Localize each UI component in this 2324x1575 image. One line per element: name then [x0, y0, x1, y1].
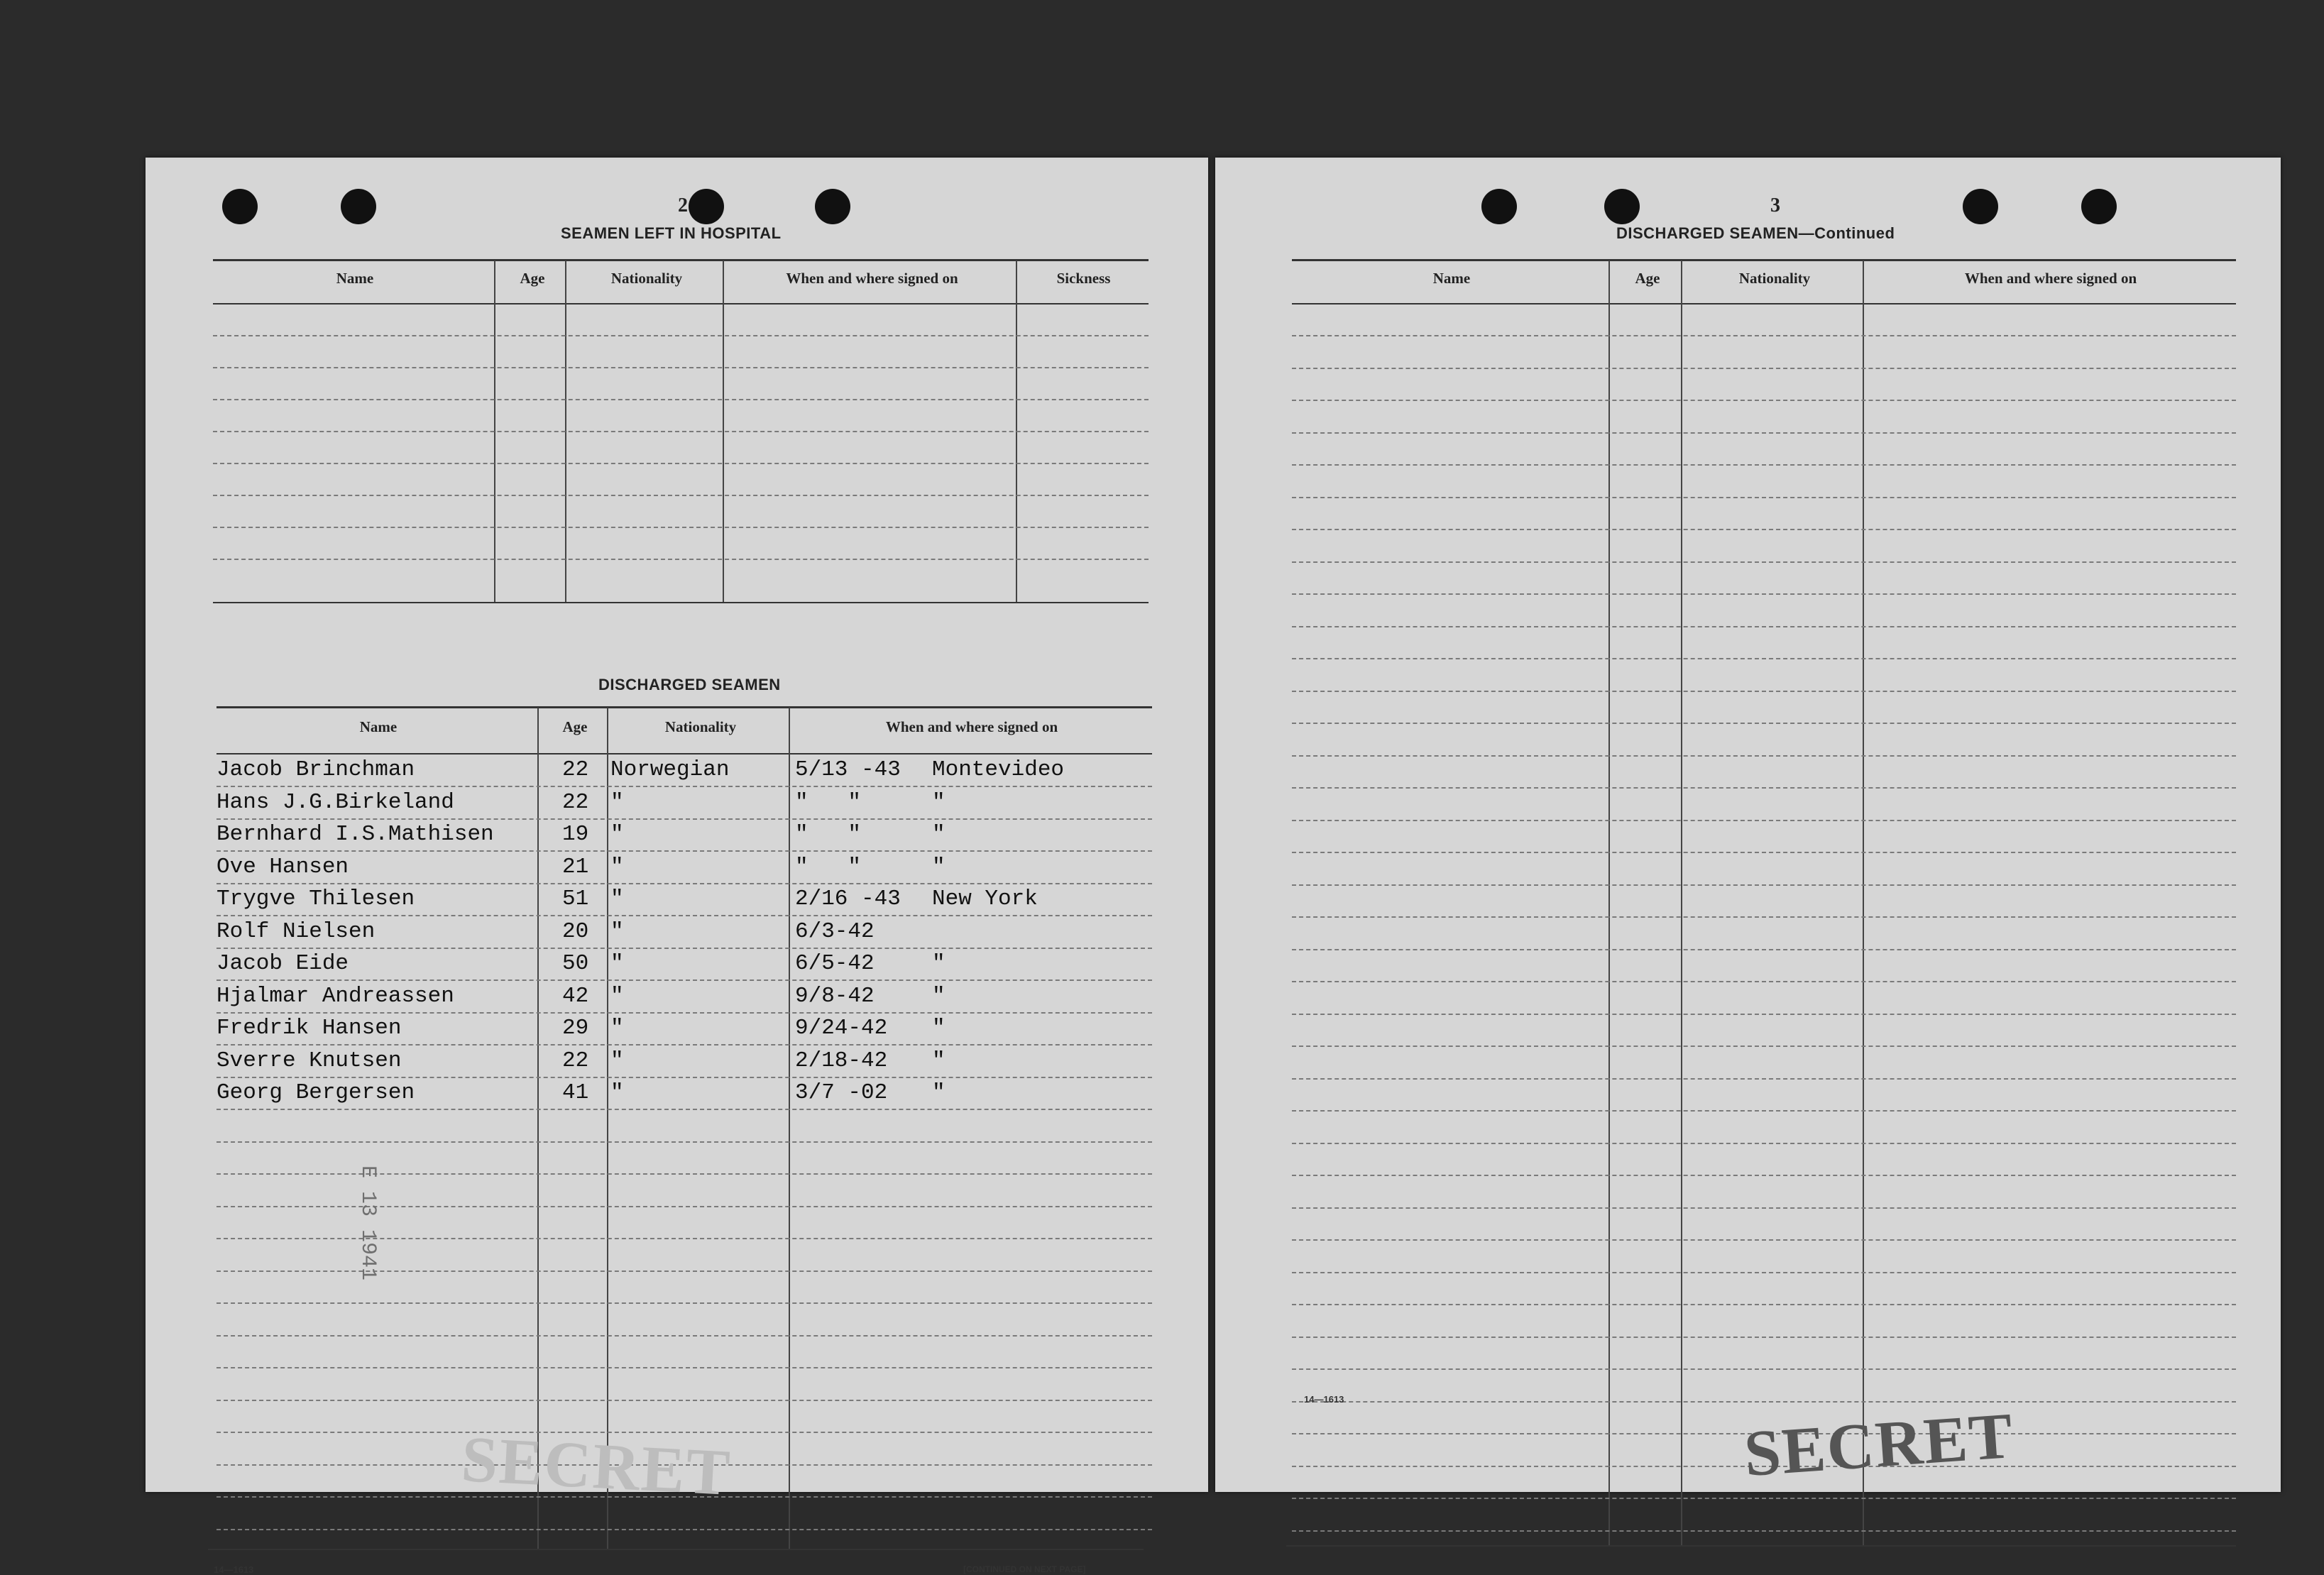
hospital-header-name: Name [336, 270, 374, 287]
signed-on-date: 2/16 -43 [795, 887, 901, 911]
table-row [1292, 1530, 2236, 1532]
punch-hole [815, 189, 850, 224]
table-row [216, 948, 1152, 949]
punch-hole [689, 189, 724, 224]
punch-hole [2081, 189, 2117, 224]
seaman-name: Jacob Eide [216, 951, 349, 976]
seaman-nationality: " [610, 887, 624, 911]
table-row [216, 1044, 1152, 1046]
punch-hole [341, 189, 376, 224]
seaman-nationality: " [610, 1016, 624, 1041]
table-row [1292, 464, 2236, 466]
signed-on-date: 6/3-42 [795, 918, 875, 944]
table-row [216, 1012, 1152, 1014]
seaman-name: Fredrik Hansen [216, 1016, 402, 1041]
secret-stamp: SECRET [459, 1422, 733, 1509]
seaman-age: 50 [562, 951, 589, 976]
seaman-nationality: Norwegian [610, 757, 730, 782]
signed-on-date: 2/18-42 [795, 1048, 888, 1073]
seaman-name: Georg Bergersen [216, 1080, 415, 1105]
seaman-name: Trygve Thilesen [216, 887, 415, 911]
seaman-name: Sverre Knutsen [216, 1048, 402, 1073]
table-row [1292, 561, 2236, 563]
table-row [216, 850, 1152, 852]
seaman-age: 22 [562, 757, 589, 782]
signed-on-date: " " [795, 854, 862, 879]
table-row [1292, 1239, 2236, 1241]
signed-on-date: 6/5-42 [795, 951, 875, 976]
table-row [1292, 820, 2236, 821]
table-row [1292, 1304, 2236, 1305]
seaman-age: 20 [562, 918, 589, 944]
table-row [1292, 1110, 2236, 1112]
table-row [1292, 916, 2236, 918]
table-row [1292, 1175, 2236, 1176]
seaman-age: 19 [562, 822, 589, 847]
seaman-nationality: " [610, 822, 624, 847]
punch-hole [1963, 189, 1998, 224]
table-row [216, 1302, 1152, 1304]
seaman-nationality: " [610, 854, 624, 879]
seaman-age: 22 [562, 1048, 589, 1073]
seaman-nationality: " [610, 789, 624, 815]
table-row [1292, 593, 2236, 595]
table-row [216, 1335, 1152, 1337]
signed-on-place: " [932, 822, 946, 847]
discharged-header-signed-on: When and where signed on [885, 718, 1058, 735]
table-row [1292, 1498, 2236, 1499]
hospital-header-sickness: Sickness [1056, 270, 1111, 287]
seaman-name: Hans J.G.Birkeland [216, 789, 454, 815]
form-code: 14—1613 [1304, 1394, 1344, 1405]
signed-on-place: " [932, 1080, 946, 1105]
seaman-name: Jacob Brinchman [216, 757, 415, 782]
table-row [1292, 1207, 2236, 1209]
hospital-section-title: SEAMEN LEFT IN HOSPITAL [561, 224, 782, 242]
table-row [216, 1109, 1152, 1110]
left-page [146, 158, 1208, 1575]
table-row [216, 786, 1152, 787]
table-row [216, 1077, 1152, 1078]
table-row [1292, 723, 2236, 724]
table-row [1292, 787, 2236, 789]
table-row [1292, 658, 2236, 659]
table-row [1292, 529, 2236, 530]
hospital-header-signed-on: When and where signed on [786, 270, 958, 287]
table-row [1292, 1368, 2236, 1370]
seaman-age: 41 [562, 1080, 589, 1105]
table-row [1292, 949, 2236, 950]
discharged-header-age: Age [562, 718, 588, 735]
seaman-nationality: " [610, 951, 624, 976]
seaman-nationality: " [610, 1080, 624, 1105]
table-row [1292, 626, 2236, 627]
signed-on-place: " [932, 1048, 946, 1073]
seaman-age: 22 [562, 789, 589, 815]
table-row [216, 1141, 1152, 1143]
table-row [216, 818, 1152, 820]
table-row [1292, 1337, 2236, 1338]
table-row [1292, 1046, 2236, 1047]
continued-header-signed-on: When and where signed on [1964, 270, 2137, 287]
page-number: 2 [678, 194, 688, 216]
seaman-age: 42 [562, 983, 589, 1009]
table-row [1292, 884, 2236, 886]
signed-on-date: " " [795, 789, 862, 815]
continued-header-name: Name [1432, 270, 1471, 287]
table-row [1292, 1014, 2236, 1015]
signed-on-date: 9/24-42 [795, 1016, 888, 1041]
table-row [1292, 400, 2236, 401]
hospital-header-age: Age [520, 270, 545, 287]
seaman-age: 29 [562, 1016, 589, 1041]
punch-hole [1604, 189, 1640, 224]
seaman-name: Hjalmar Andreassen [216, 983, 454, 1009]
table-row [1292, 1272, 2236, 1273]
secret-stamp: SECRET [1741, 1398, 2017, 1491]
table-row [1292, 368, 2236, 369]
table-row [1292, 497, 2236, 498]
discharged-header-nationality: Nationality [664, 718, 737, 735]
table-row [216, 915, 1152, 916]
table-row [1292, 852, 2236, 853]
seaman-name: Ove Hansen [216, 854, 349, 879]
signed-on-date: 9/8-42 [795, 983, 875, 1009]
hospital-header-nationality: Nationality [610, 270, 683, 287]
seaman-age: 21 [562, 854, 589, 879]
page-number: 3 [1770, 194, 1780, 216]
signed-on-place: " [932, 983, 946, 1009]
signed-on-place: " [932, 789, 946, 815]
received-stamp: E 13 1941 [356, 1165, 380, 1281]
signed-on-place: " [932, 951, 946, 976]
seaman-nationality: " [610, 1048, 624, 1073]
seaman-nationality: " [610, 983, 624, 1009]
table-row [216, 1529, 1152, 1530]
table-row [1292, 981, 2236, 982]
table-row [1292, 1401, 2236, 1403]
right-page [1215, 158, 2281, 1492]
table-row [1292, 432, 2236, 434]
continued-header-nationality: Nationality [1738, 270, 1811, 287]
signed-on-date: 5/13 -43 [795, 757, 901, 782]
continued-section-title: DISCHARGED SEAMEN—Continued [1616, 224, 1895, 242]
table-row [216, 1400, 1152, 1401]
seaman-name: Bernhard I.S.Mathisen [216, 822, 494, 847]
signed-on-place: Montevideo [932, 757, 1065, 782]
continued-header-age: Age [1635, 270, 1660, 287]
table-row [216, 1367, 1152, 1368]
table-row [216, 883, 1152, 884]
seaman-age: 51 [562, 887, 589, 911]
table-row [1292, 1078, 2236, 1080]
signed-on-date: " " [795, 822, 862, 847]
seaman-nationality: " [610, 918, 624, 944]
seaman-name: Rolf Nielsen [216, 918, 376, 944]
discharged-header-name: Name [359, 718, 398, 735]
table-row [1292, 691, 2236, 692]
table-row [1292, 335, 2236, 336]
continued-note: [CONTINUED ON NEXT PAGE] [963, 1564, 1086, 1574]
punch-hole [1481, 189, 1517, 224]
table-row [1292, 1143, 2236, 1144]
form-code: 14—1613 [214, 1564, 254, 1575]
signed-on-place: " [932, 1016, 946, 1041]
punch-hole [222, 189, 258, 224]
table-row [1292, 755, 2236, 757]
table-row [216, 979, 1152, 981]
signed-on-date: 3/7 -02 [795, 1080, 888, 1105]
signed-on-place: New York [932, 887, 1038, 911]
discharged-section-title: DISCHARGED SEAMEN [598, 676, 781, 693]
signed-on-place: " [932, 854, 946, 879]
